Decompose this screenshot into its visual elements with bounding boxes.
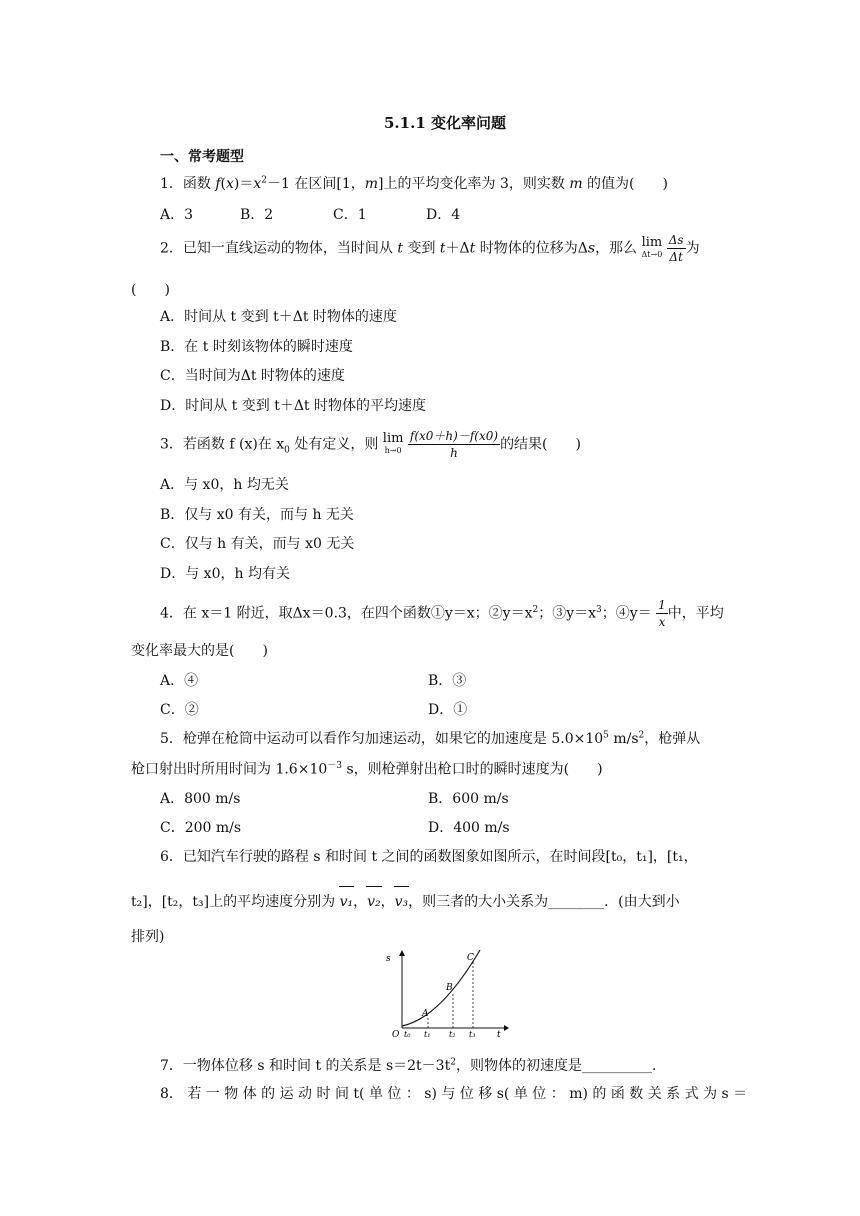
q1-option-d: D．4 bbox=[426, 207, 461, 223]
q2-option-a: A．时间从 t 变到 t＋Δt 时物体的速度 bbox=[160, 309, 397, 325]
q2-option-c: C．当时间为Δt 时物体的速度 bbox=[160, 368, 345, 384]
q3-option-d: D．与 x0，h 均有关 bbox=[160, 566, 290, 582]
question-8: 8． 若 一 物 体 的 运 动 时 间 t( 单 位 ： s) 与 位 移 s( 单 位 ： m) 的 函 数 关 系 式 为 s ＝ bbox=[160, 1086, 748, 1102]
question-2-stem: 2．已知一直线运动的物体，当时间从 t 变到 t＋Δt 时物体的位移为Δs，那么 lim Δt→0 $\frac{\Delta s}{\Delta t}$ 为 bbox=[160, 233, 700, 264]
q5-option-c: C．200 m/s bbox=[160, 820, 242, 836]
q4-option-c: C．② bbox=[160, 702, 199, 718]
tick-t0: t₀ bbox=[404, 1030, 411, 1038]
q3-option-b: B．仅与 x0 有关，而与 h 无关 bbox=[160, 507, 354, 523]
q3-option-a: A．与 x0，h 均无关 bbox=[160, 477, 289, 493]
point-a-label: A bbox=[422, 1009, 429, 1019]
q4-option-b: B．③ bbox=[428, 673, 467, 689]
v2-bar: v₂ bbox=[367, 894, 381, 910]
q4-option-a: A．④ bbox=[160, 673, 199, 689]
fraction-difference-quotient: $\frac{f(x0+h)-f(x0)}{h}$ bbox=[409, 429, 499, 460]
t-axis-label: t bbox=[497, 1030, 501, 1038]
q2-option-b: B．在 t 时刻该物体的瞬时速度 bbox=[160, 339, 353, 355]
q5-option-d: D．400 m/s bbox=[428, 820, 510, 836]
v1-bar: v₁ bbox=[339, 894, 354, 910]
q4-option-d: D．① bbox=[428, 702, 468, 718]
question-6-line-2: t₂]，[t₂，t₃]上的平均速度分别为 v₁，v₂，v₃，则三者的大小关系为________．(由大到小 bbox=[131, 894, 680, 910]
section-heading: 一、常考题型 bbox=[160, 149, 244, 165]
q1-option-b: B．2 bbox=[240, 207, 274, 223]
q3-option-c: C．仅与 h 有关，而与 x0 无关 bbox=[160, 536, 355, 552]
limit-symbol: lim h→0 bbox=[382, 430, 404, 455]
q4-line-2: 变化率最大的是( ) bbox=[131, 643, 268, 659]
s-axis-arrow bbox=[399, 950, 405, 956]
question-5-line-1: 5．枪弹在枪筒中运动可以看作匀加速运动，如果它的加速度是 $5.0\times 10^5$ $m/s^2$，枪弹从 bbox=[160, 730, 701, 747]
t-axis-arrow bbox=[504, 1025, 509, 1031]
q1-option-a: A．3 bbox=[160, 207, 194, 223]
limit-symbol: lim Δt→0 bbox=[641, 234, 663, 259]
point-b-label: B bbox=[446, 983, 453, 993]
question-5-line-2: 枪口射出时所用时间为 $1.6\times 10^{-3}$ s，则枪弹射出枪口时的瞬时速度为( ) bbox=[131, 761, 603, 778]
tick-t2: t₂ bbox=[449, 1030, 456, 1038]
page-title: 5.1.1 变化率问题 bbox=[384, 114, 506, 132]
question-7: 7．一物体位移 s 和时间 t 的关系是 $s=2t-3t^2$，则物体的初速度是__________． bbox=[160, 1057, 666, 1074]
point-c-label: C bbox=[467, 953, 474, 963]
q5-option-a: A．800 m/s bbox=[160, 791, 241, 807]
question-4-stem: 4．在 x＝1 附近，取Δx＝0.3，在四个函数①y＝x；$②y=x^2$；$③y=x^3$；④y＝ $\frac{1}{x}$ 中，平均 bbox=[160, 598, 724, 629]
v3-bar: v₃ bbox=[394, 894, 409, 910]
s-axis-label: s bbox=[386, 954, 391, 964]
question-1-stem: 1．函数 $f(x)=x^2-1$ 在区间[1，m]上的平均变化率为 3，则实数 m 的值为( ) bbox=[160, 175, 668, 192]
tick-t3: t₃ bbox=[469, 1030, 476, 1038]
fraction-one-over-x: $\frac{1}{x}$ bbox=[658, 598, 666, 629]
q2-option-d: D．时间从 t 变到 t＋Δt 时物体的平均速度 bbox=[160, 398, 427, 414]
q5-option-b: B．600 m/s bbox=[428, 791, 509, 807]
fraction-ds-dt: $\frac{\Delta s}{\Delta t}$ bbox=[668, 233, 684, 264]
q2-paren: ( ) bbox=[131, 282, 170, 298]
question-3-stem: 3．若函数 f (x)在 $x_0$ 处有定义，则 lim h→0 $\frac{f(x0+h)-f(x0)}{h}$ 的结果( ) bbox=[160, 429, 581, 460]
question-6-line-3: 排列) bbox=[131, 929, 165, 945]
question-6-line-1: 6．已知汽车行驶的路程 s 和时间 t 之间的函数图象如图所示，在时间段[t₀，t₁]，[t₁， bbox=[160, 849, 698, 865]
origin-label: O bbox=[392, 1030, 400, 1038]
distance-time-graph bbox=[380, 948, 510, 1038]
q1-option-c: C．1 bbox=[333, 207, 367, 223]
tick-t1: t₁ bbox=[424, 1030, 431, 1038]
